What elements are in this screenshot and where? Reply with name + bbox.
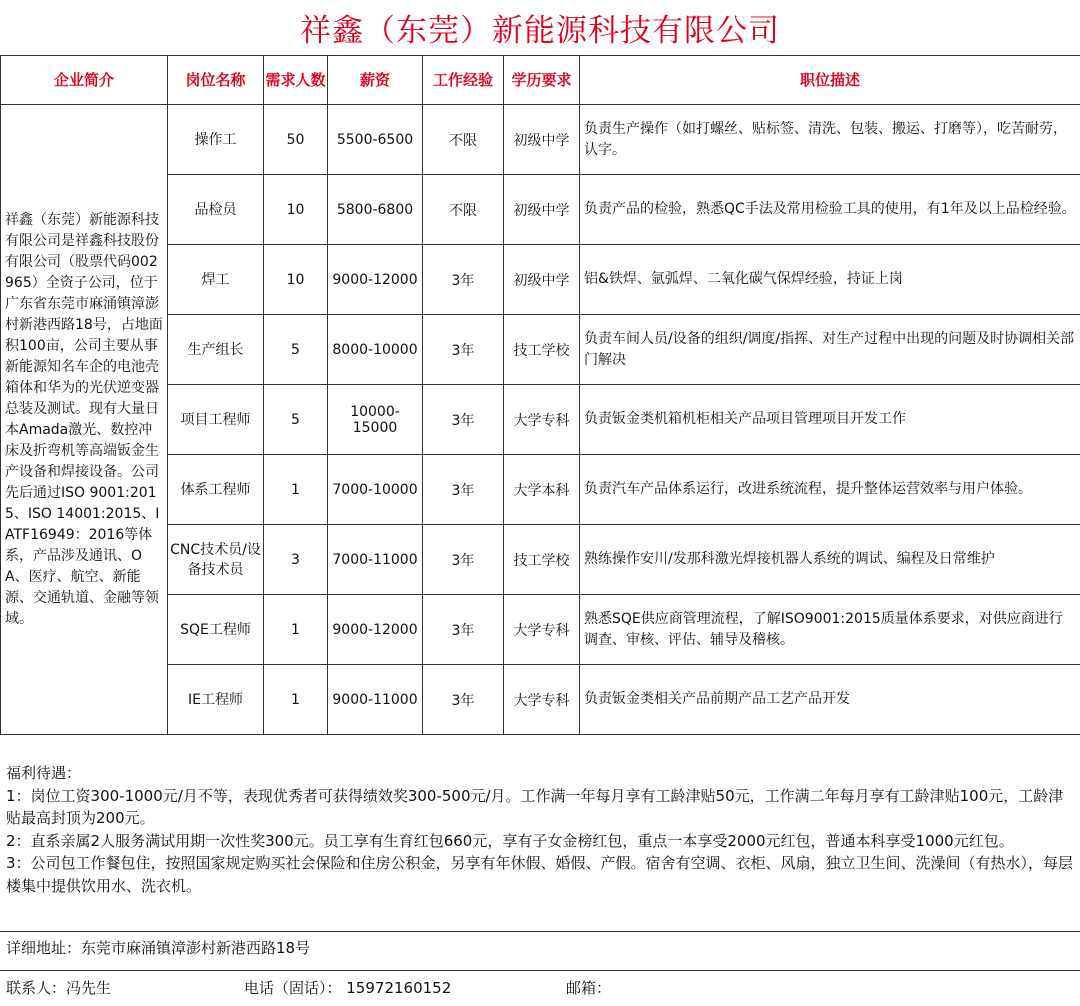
job-salary: 7000-11000 [328,525,423,595]
job-description: 负责产品的检验，熟悉QC手法及常用检验工具的使用，有1年及以上品检经验。 [580,175,1080,245]
job-count: 1 [264,665,328,735]
job-experience: 3年 [423,525,504,595]
benefit-item: 3：公司包工作餐包住，按照国家规定购买社会保险和住房公积金，另享有年休假、婚假、产假。宿舍有空调、衣柜、风扇，独立卫生间、洗澡间（有热水），每层楼集中提供饮用水、洗衣机。 [6,854,1074,895]
job-education: 大学专科 [504,665,580,735]
job-count: 50 [264,105,328,175]
job-description: 负责汽车产品体系运行，改进系统流程，提升整体运营效率与用户体验。 [580,455,1080,525]
contact-row [6,977,1076,1001]
contact-email: 邮箱： [566,979,612,997]
job-table [0,55,1080,735]
job-position: IE工程师 [168,665,264,735]
contact-phone: 电话（固话）： 15972160152 [244,979,452,997]
job-salary: 9000-11000 [328,665,423,735]
job-description: 熟练操作安川/发那科激光焊接机器人系统的调试、编程及日常维护 [580,525,1080,595]
job-salary: 9000-12000 [328,245,423,315]
job-education: 初级中学 [504,245,580,315]
job-description: 负责钣金类相关产品前期产品工艺产品开发 [580,665,1080,735]
header-intro: 企业简介 [1,56,168,105]
header-description: 职位描述 [580,56,1080,105]
job-experience: 3年 [423,385,504,455]
job-description: 铝&铁焊、氩弧焊、二氧化碳气保焊经验，持证上岗 [580,245,1080,315]
job-experience: 不限 [423,105,504,175]
job-count: 1 [264,595,328,665]
job-count: 1 [264,455,328,525]
job-experience: 不限 [423,175,504,245]
job-education: 技工学校 [504,315,580,385]
job-count: 3 [264,525,328,595]
job-count: 10 [264,245,328,315]
benefits-heading: 福利待遇： [6,764,82,782]
job-salary: 5500-6500 [328,105,423,175]
contact-person: 联系人：冯先生 [6,979,112,997]
benefits-section [6,762,1076,897]
header-education: 学历要求 [504,56,580,105]
job-salary: 9000-12000 [328,595,423,665]
job-position: SQE工程师 [168,595,264,665]
job-experience: 3年 [423,455,504,525]
divider [0,970,1080,971]
company-intro: 祥鑫（东莞）新能源科技有限公司是祥鑫科技股份有限公司（股票代码002965）全资子公司，位于广东省东莞市麻涌镇漳澎村新港西路18号，占地面积100亩，公司主要从事新能源知名车企的电池壳箱体和华为的光伏逆变器总装及测试。现有大量日本Amada激光、数控冲床及折弯机等高端钣金生产设备和焊接设备。公司先后通过ISO 9001:2015、ISO 14001:2015、IATF16949：2016等体系，产品涉及通讯、OA、医疗、航空、新能源、交通轨道、金融等领域。 [1,105,168,735]
job-position: 品检员 [168,175,264,245]
job-description: 负责车间人员/设备的组织/调度/指挥、对生产过程中出现的问题及时协调相关部门解决 [580,315,1080,385]
job-salary: 7000-10000 [328,455,423,525]
job-education: 大学本科 [504,455,580,525]
benefit-item: 2：直系亲属2人服务满试用期一次性奖300元。员工享有生育红包660元，享有子女金榜红包，重点一本享受2000元红包，普通本科享受1000元红包。 [6,831,1014,850]
benefit-item: 1：岗位工资300-1000元/月不等，表现优秀者可获得绩效奖300-500元/月。工作满一年每月享有工龄津贴50元，工作满二年每月享有工龄津贴100元，工龄津贴最高封顶为200元。 [6,786,1064,827]
header-position: 岗位名称 [168,56,264,105]
job-description: 负责钣金类机箱机柜相关产品项目管理项目开发工作 [580,385,1080,455]
job-salary: 10000-15000 [328,385,423,455]
job-description: 熟悉SQE供应商管理流程，了解ISO9001:2015质量体系要求，对供应商进行调查、审核、评估、辅导及稽核。 [580,595,1080,665]
job-education: 技工学校 [504,525,580,595]
table-row [1,105,1080,175]
header-salary: 薪资 [328,56,423,105]
table-header-row [1,56,1080,105]
job-education: 大学专科 [504,595,580,665]
job-education: 初级中学 [504,175,580,245]
job-position: 焊工 [168,245,264,315]
job-position: CNC技术员/设备技术员 [168,525,264,595]
job-count: 10 [264,175,328,245]
address: 详细地址：东莞市麻涌镇漳澎村新港西路18号 [6,939,311,957]
job-position: 项目工程师 [168,385,264,455]
job-experience: 3年 [423,315,504,385]
job-description: 负责生产操作（如打螺丝、贴标签、清洗、包装、搬运、打磨等），吃苦耐劳，认字。 [580,105,1080,175]
job-education: 大学专科 [504,385,580,455]
job-position: 操作工 [168,105,264,175]
job-salary: 8000-10000 [328,315,423,385]
job-salary: 5800-6800 [328,175,423,245]
page-title: 祥鑫（东莞）新能源科技有限公司 [300,13,780,49]
job-experience: 3年 [423,665,504,735]
job-position: 体系工程师 [168,455,264,525]
job-position: 生产组长 [168,315,264,385]
job-count: 5 [264,385,328,455]
divider [0,931,1080,932]
header-experience: 工作经验 [423,56,504,105]
job-education: 初级中学 [504,105,580,175]
job-experience: 3年 [423,595,504,665]
header-count: 需求人数 [264,56,328,105]
job-experience: 3年 [423,245,504,315]
job-count: 5 [264,315,328,385]
